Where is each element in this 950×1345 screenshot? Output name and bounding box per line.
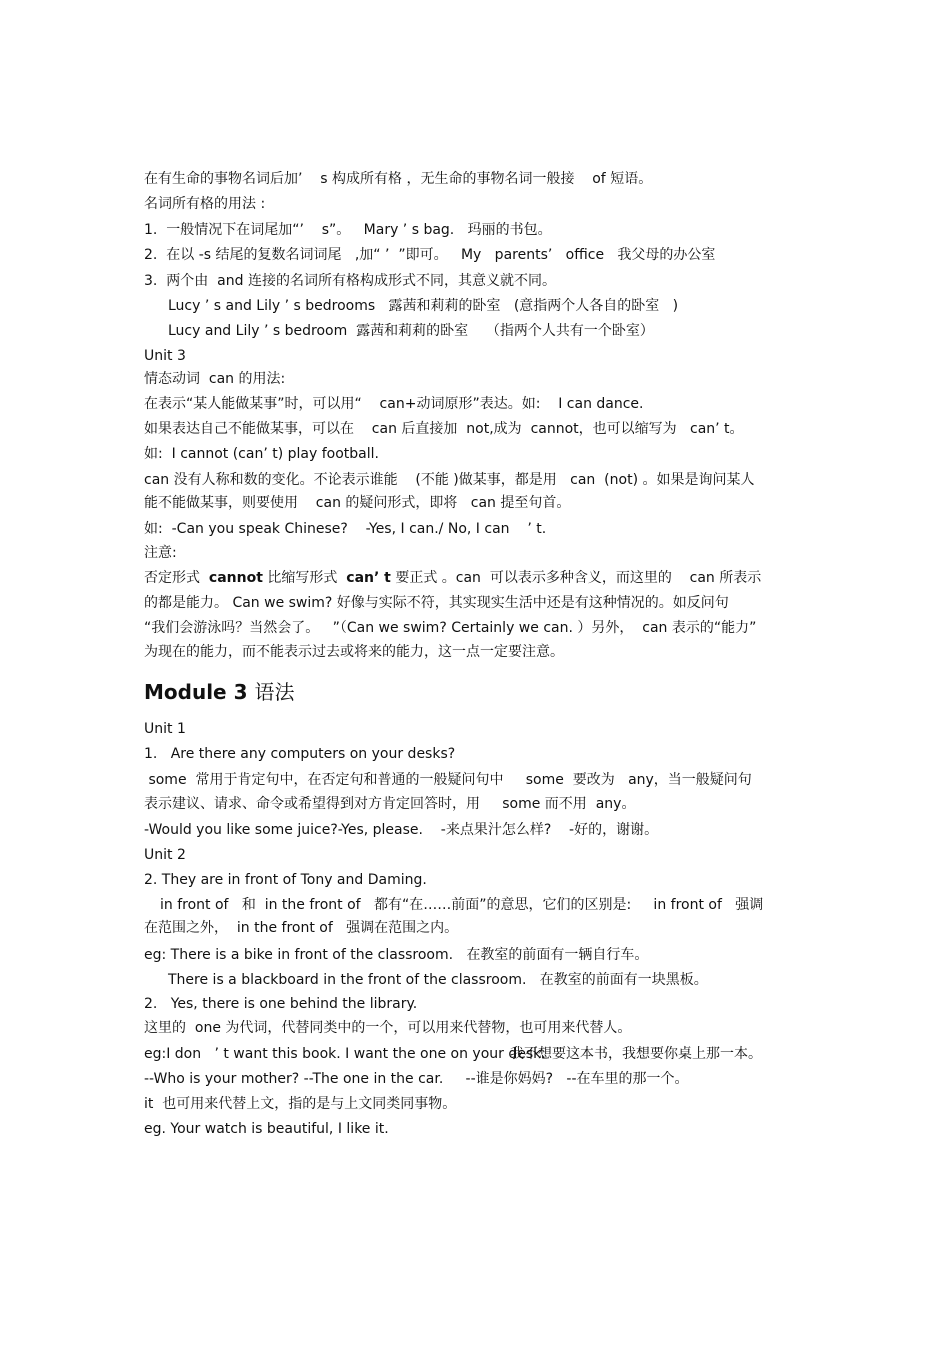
- text-line: 为现在的能力，而不能表示过去或将来的能力，这一点一定要注意。: [144, 644, 564, 660]
- text-line: 表示建议、请求、命令或希望得到对方肯定回答时，用 some 而不用 any。: [144, 796, 636, 812]
- text-line: some 常用于肯定句中，在否定句和普通的一般疑问句中 some 要改为 any，当一般疑问句: [144, 772, 752, 788]
- text-line: 在范围之外， in the front of 强调在范围之内。: [144, 920, 459, 936]
- text-line: 2. Yes, there is one behind the library.: [144, 996, 418, 1012]
- unit-heading: Unit 3: [144, 348, 186, 364]
- bold-term: cannot: [208, 570, 263, 586]
- text-line: 2. They are in front of Tony and Daming.: [144, 872, 427, 888]
- text-line: 在有生命的事物名词后加’ s 构成所有格 ，无生命的事物名词一般接 of 短语。: [144, 171, 653, 187]
- text-line: 3. 两个由 and 连接的名词所有格构成形式不同，其意义就不同。: [144, 273, 556, 289]
- text-line: “我们会游泳吗？当然会了。 ”（Can we swim? Certainly we can. ）另外， can 表示的“能力”: [144, 620, 757, 636]
- text-line: Lucy and Lily ’ s bedroom 露茜和莉莉的卧室 （指两个人共有一个卧室）: [168, 323, 654, 339]
- text-line: it 也可用来代替上文，指的是与上文同类同事物。: [144, 1096, 457, 1112]
- text-line: There is a blackboard in the front of the classroom. 在教室的前面有一块黑板。: [168, 972, 708, 988]
- text-run: 要正式 。can 可以表示多种含义，而这里的 can 所表示: [390, 570, 762, 586]
- text-line: 名词所有格的用法 :: [144, 196, 266, 212]
- text-line: eg: There is a bike in front of the classroom. 在教室的前面有一辆自行车。: [144, 947, 649, 963]
- text-line: 2. 在以 -s 结尾的复数名词词尾 ,加“ ’ ”即可。 My parents’ office 我父母的办公室: [144, 247, 716, 263]
- section-heading: [144, 679, 294, 705]
- text-run: 比缩写形式: [262, 570, 347, 586]
- text-line: in front of 和 in the front of 都有“在……前面”的意思，它们的区别是: in front of 强调: [160, 897, 764, 913]
- heading-en: Module 3: [144, 680, 248, 704]
- text-run: eg:I don ’ t want this book. I want the one on your desk.: [144, 1046, 546, 1062]
- text-line: [144, 1045, 546, 1063]
- text-line: 如: -Can you speak Chinese? -Yes, I can./ No, I can ’ t.: [144, 521, 547, 537]
- text-line: 1. 一般情况下在词尾加“’ s”。 Mary ’ s bag. 玛丽的书包。: [144, 222, 552, 238]
- text-line: Lucy ’ s and Lily ’ s bedrooms 露茜和莉莉的卧室 (意指两个人各自的卧室 ): [168, 298, 679, 314]
- text-line: [144, 569, 761, 587]
- text-line: 情态动词 can 的用法:: [144, 371, 286, 387]
- text-line: 在表示“某人能做某事”时，可以用“ can+动词原形”表达。如: I can dance.: [144, 396, 644, 412]
- text-line: 如: I cannot (can’ t) play football.: [144, 446, 379, 462]
- text-line: can 没有人称和数的变化。不论表示谁能 (不能 )做某事，都是用 can (not) 。如果是询问某人: [144, 472, 755, 488]
- text-line: -Would you like some juice?-Yes, please. -来点果汁怎么样? -好的，谢谢。: [144, 822, 659, 838]
- text-run: 否定形式: [144, 570, 209, 586]
- text-line: --Who is your mother? --The one in the car. --谁是你妈妈? --在车里的那一个。: [144, 1071, 689, 1087]
- heading-cn: 语法: [254, 680, 295, 704]
- text-line: eg. Your watch is beautiful, I like it.: [144, 1121, 389, 1137]
- text-line: 的都是能力。 Can we swim? 好像与实际不符，其实现实生活中还是有这种情况的。如反问句: [144, 595, 729, 611]
- text-run-overlap: 我不想要这本书，我想要你桌上那一本。: [510, 1046, 762, 1062]
- unit-heading: Unit 2: [144, 847, 186, 863]
- text-line: 如果表达自己不能做某事，可以在 can 后直接加 not,成为 cannot，也可以缩写为 can’ t。: [144, 421, 744, 437]
- text-line: 1. Are there any computers on your desks?: [144, 746, 456, 762]
- bold-term: can’ t: [346, 570, 391, 586]
- text-line: 能不能做某事，则要使用 can 的疑问形式，即将 can 提至句首。: [144, 495, 571, 511]
- unit-heading: Unit 1: [144, 721, 186, 737]
- text-line: 注意:: [144, 545, 177, 561]
- text-line: 这里的 one 为代词，代替同类中的一个，可以用来代替物，也可用来代替人。: [144, 1020, 632, 1036]
